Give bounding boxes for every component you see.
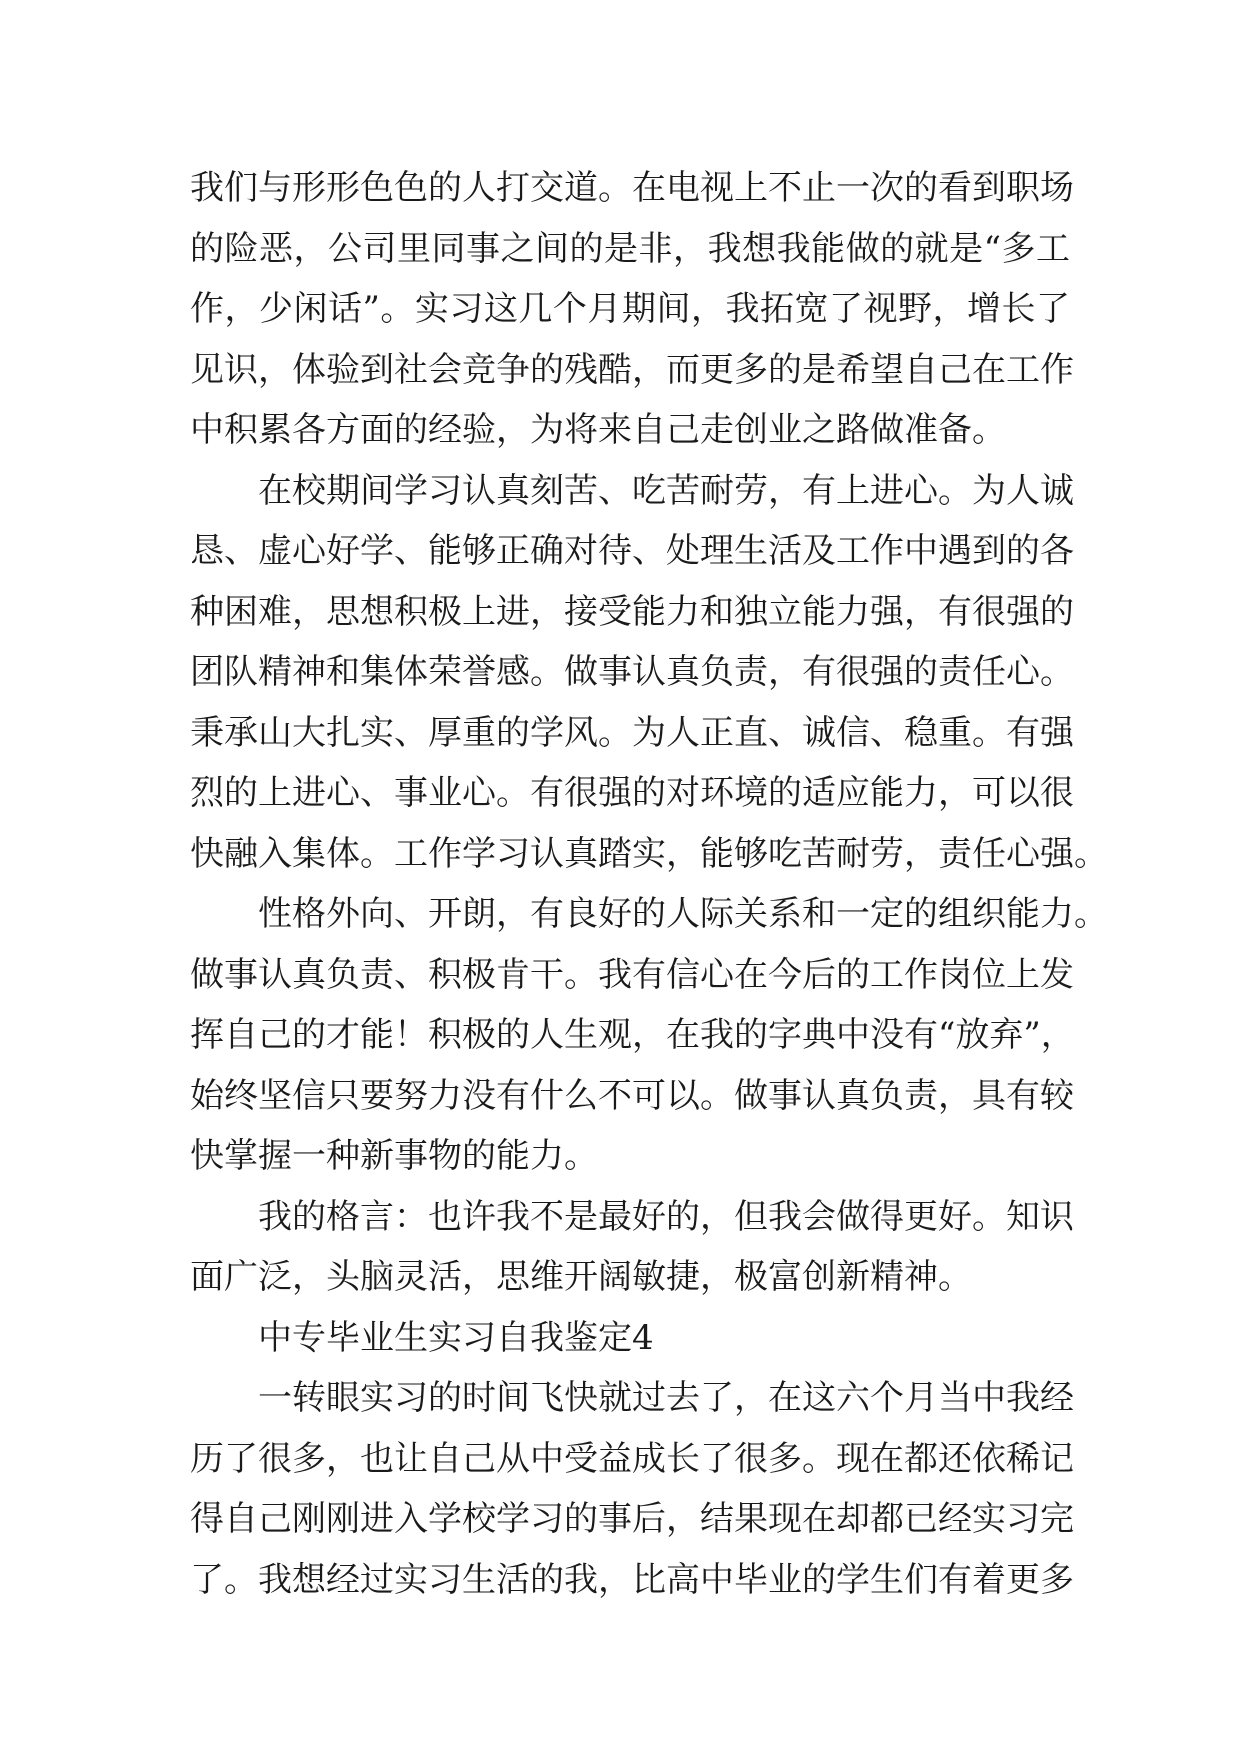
text-line: 挥自己的才能！积极的人生观，在我的字典中没有“放弃”， xyxy=(190,1015,1075,1055)
text-line: 见识，体验到社会竞争的残酷，而更多的是希望自己在工作 xyxy=(190,349,1074,390)
section-heading: 中专毕业生实习自我鉴定4 xyxy=(258,1317,654,1358)
paragraph-first-line: 一转眼实习的时间飞快就过去了，在这六个月当中我经 xyxy=(258,1378,1074,1418)
text-line: 恳、虚心好学、能够正确对待、处理生活及工作中遇到的各 xyxy=(190,531,1074,571)
text-line: 了。我想经过实习生活的我，比高中毕业的学生们有着更多 xyxy=(190,1559,1074,1600)
text-line: 做事认真负责、积极肯干。我有信心在今后的工作岗位上发 xyxy=(190,954,1074,995)
paragraph-first-line: 在校期间学习认真刻苦、吃苦耐劳，有上进心。为人诚 xyxy=(258,470,1074,511)
text-line: 中积累各方面的经验，为将来自己走创业之路做准备。 xyxy=(190,410,1006,450)
text-line: 秉承山大扎实、厚重的学风。为人正直、诚信、稳重。有强 xyxy=(190,712,1074,753)
paragraph-first-line: 我的格言：也许我不是最好的，但我会做得更好。知识 xyxy=(258,1196,1074,1237)
paragraph-first-line: 性格外向、开朗，有良好的人际关系和一定的组织能力。 xyxy=(258,894,1108,934)
text-line: 我们与形形色色的人打交道。在电视上不止一次的看到职场 xyxy=(190,168,1074,208)
text-line: 历了很多，也让自己从中受益成长了很多。现在都还依稀记 xyxy=(190,1438,1074,1479)
text-line: 面广泛，头脑灵活，思维开阔敏捷，极富创新精神。 xyxy=(190,1257,972,1297)
text-line: 种困难，思想积极上进，接受能力和独立能力强，有很强的 xyxy=(190,591,1074,632)
text-line: 快融入集体。工作学习认真踏实，能够吃苦耐劳，责任心强。 xyxy=(190,833,1108,874)
text-line: 的险恶，公司里同事之间的是非，我想我能做的就是“多工 xyxy=(190,228,1070,269)
document-body xyxy=(190,158,1108,1610)
text-line: 团队精神和集体荣誉感。做事认真负责，有很强的责任心。 xyxy=(190,652,1074,692)
text-line: 烈的上进心、事业心。有很强的对环境的适应能力，可以很 xyxy=(190,773,1074,813)
text-line: 始终坚信只要努力没有什么不可以。做事认真负责，具有较 xyxy=(190,1075,1074,1116)
text-line: 快掌握一种新事物的能力。 xyxy=(190,1136,598,1176)
text-line: 得自己刚刚进入学校学习的事后，结果现在却都已经实习完 xyxy=(190,1499,1074,1539)
text-line: 作，少闲话”。实习这几个月期间，我拓宽了视野，增长了 xyxy=(190,289,1070,329)
